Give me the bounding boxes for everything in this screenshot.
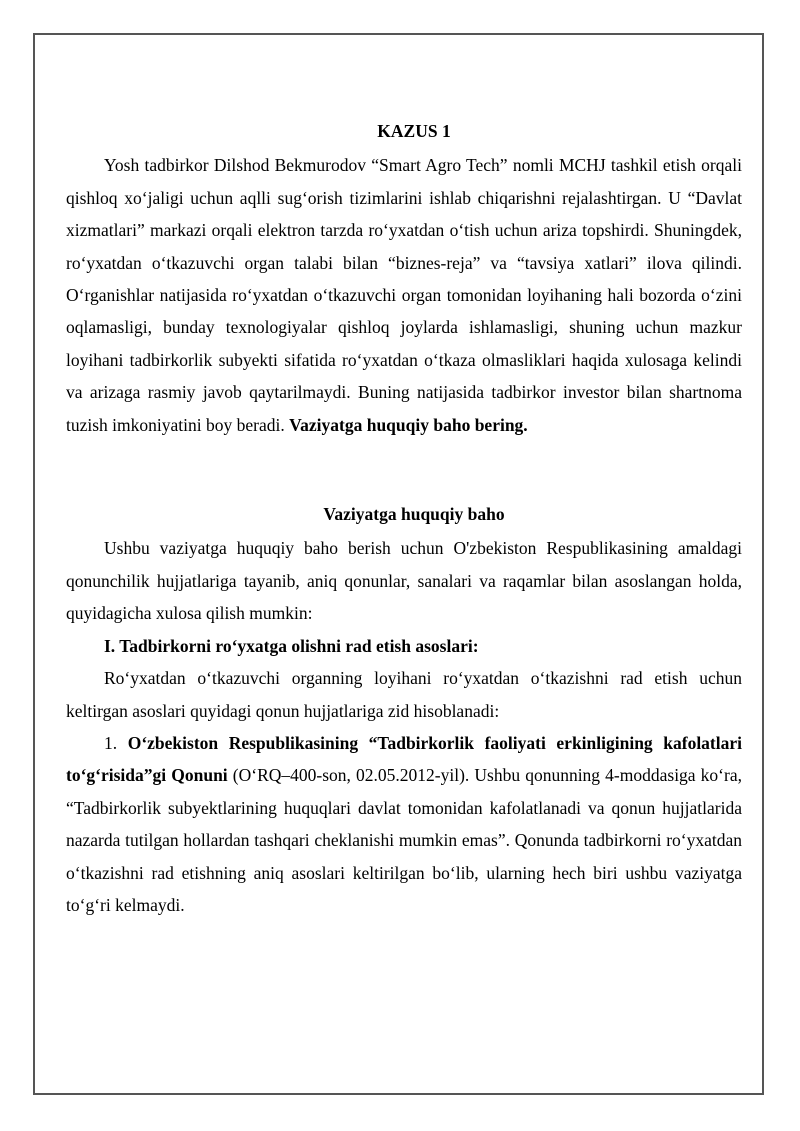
- document-body: [66, 115, 742, 921]
- section-paragraph: Ro‘yxatdan o‘tkazuvchi organning loyihani ro‘yxatdan o‘tkazishni rad etish uchun keltirgan asoslari quyidagi qonun hujjatlariga zid hisoblanadi:: [66, 668, 742, 721]
- item-number: 1.: [104, 732, 118, 753]
- assessment-title: Vaziyatga huquqiy baho: [323, 504, 505, 525]
- list-item-1: [66, 727, 742, 921]
- section-heading: I. Tadbirkorni ro‘yxatga olishni rad etish asoslari:: [104, 635, 479, 656]
- law-name: O‘zbekiston Respublikasining “Tadbirkorlik faoliyati erkinligining kafolatlari to‘g‘risida”gi Qonuni: [66, 732, 742, 786]
- case-task: Vaziyatga huquqiy baho bering.: [289, 414, 528, 435]
- intro-paragraph: Ushbu vaziyatga huquqiy baho berish uchun O'zbekiston Respublikasining amaldagi qonunchilik hujjatlariga tayanib, aniq qonunlar, sanalari va raqamlar bilan asoslangan holda, quyidagicha xulosa qilish mumkin:: [66, 538, 742, 624]
- case-paragraph: [66, 149, 742, 441]
- item-text: (O‘RQ–400-son, 02.05.2012-yil). Ushbu qonunning 4-moddasiga ko‘ra, “Tadbirkorlik subyektlarining huquqlari davlat tomonidan kafolatlanadi va qonun hujjatlarida nazarda tutilgan hollardan tashqari cheklanishi mumkin emas”. Qonunda tadbirkorni ro‘yxatdan o‘tkazishni rad etishning aniq asoslari keltirilgan bo‘lib, ularning hech biri ushbu vaziyatga to‘g‘ri kelmaydi.: [66, 765, 742, 915]
- case-title: KAZUS 1: [377, 121, 451, 141]
- case-text: Yosh tadbirkor Dilshod Bekmurodov “Smart Agro Tech” nomli MCHJ tashkil etish orqali qishloq xo‘jaligi uchun aqlli sug‘orish tizimlarini ishlab chiqarishni rejalashtirgan. U “Davlat xizmatlari” markazi orqali elektron tarzda ro‘yxatdan o‘tish uchun ariza topshirdi. Shuningdek, ro‘yxatdan o‘tkazuvchi organ talabi bilan “biznes-reja” va “tavsiya xatlari” ilova qilindi. O‘rganishlar natijasida ro‘yxatdan o‘tkazuvchi organ tomonidan loyihaning hali bozorda o‘zini oqlamasligi, bunday texnologiyalar qishloq joylarda ishlamasligi, shuning uchun mazkur loyihani tadbirkorlik subyekti sifatida ro‘yxatdan o‘tkaza olmasliklari haqida xulosaga kelindi va arizaga rasmiy javob qaytarilmaydi. Buning natijasida tadbirkor investor bilan shartnoma tuzish imkoniyatini boy beradi.: [66, 155, 742, 435]
